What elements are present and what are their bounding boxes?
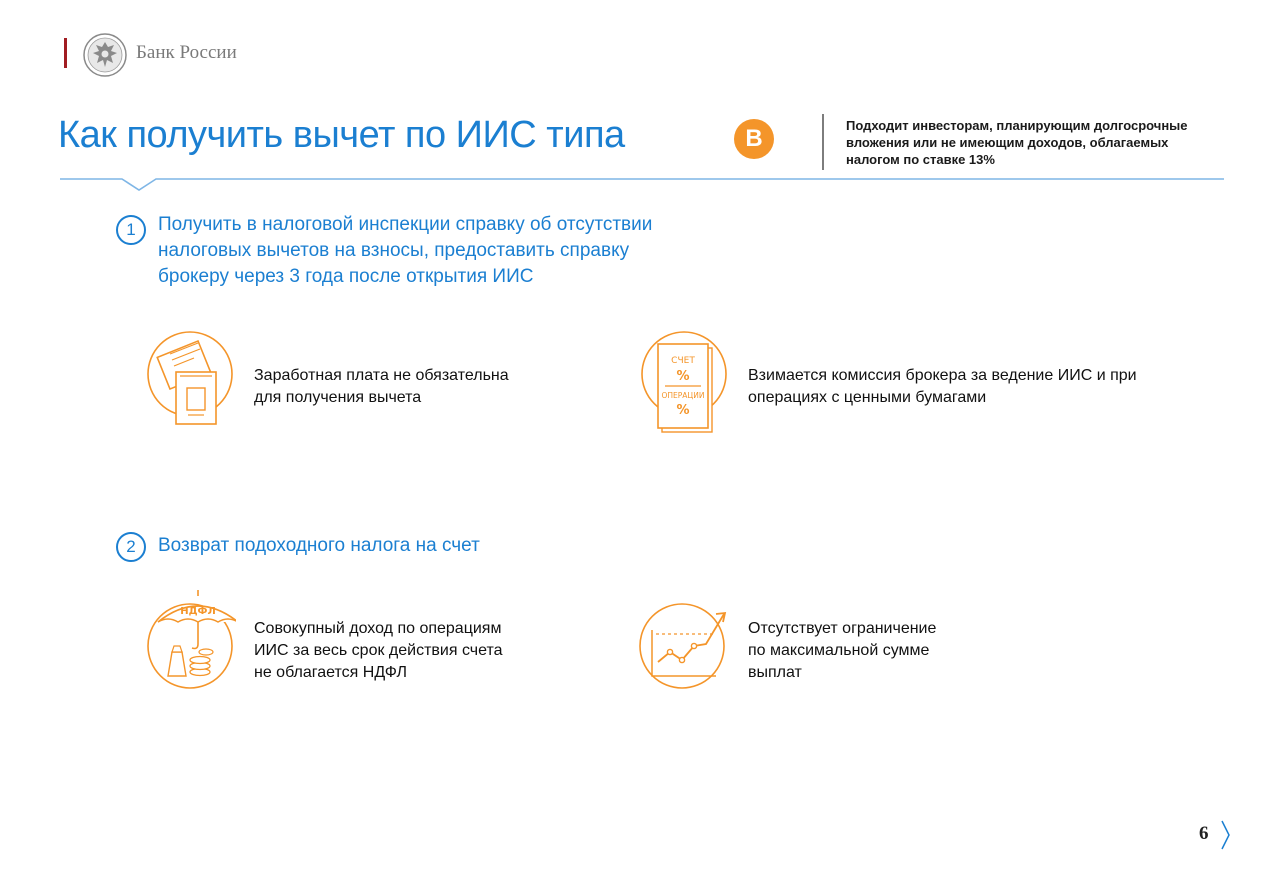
commission-card-icon	[638, 328, 730, 438]
feature-line: выплат	[748, 664, 802, 681]
chevron-right-icon[interactable]	[1218, 818, 1232, 852]
iis-type-badge: B	[734, 119, 774, 159]
feature-line: ИИС за весь срок действия счета	[254, 642, 503, 659]
step-1-number: 1	[116, 215, 146, 245]
feature-line: по максимальной сумме	[748, 642, 930, 659]
feature-line: Отсутствует ограничение	[748, 620, 937, 637]
description-separator	[822, 114, 824, 170]
card-percent-2: %	[676, 403, 690, 418]
description-line: налогом по ставке 13%	[846, 152, 995, 167]
step-1-line: Получить в налоговой инспекции справку об отсутствии	[158, 214, 653, 235]
step-2-text	[158, 533, 480, 559]
feature-commission-text	[748, 365, 1137, 409]
bank-name: Банк России	[136, 42, 237, 63]
umbrella-label: НДФЛ	[180, 606, 216, 617]
bank-emblem-icon	[82, 32, 128, 78]
feature-line: Совокупный доход по операциям	[254, 620, 502, 637]
feature-line: Взимается комиссия брокера за ведение ИИС и при	[748, 367, 1137, 384]
documents-icon	[144, 328, 236, 438]
step-1-line: брокеру через 3 года после открытия ИИС	[158, 266, 534, 287]
description-line: вложения или не имеющим доходов, облагаемых	[846, 135, 1169, 150]
step-2-line: Возврат подоходного налога на счет	[158, 535, 480, 556]
feature-line: для получения вычета	[254, 389, 422, 406]
card-label-account: СЧЕТ	[671, 356, 695, 366]
page-number: 6	[1199, 823, 1209, 844]
step-1-text	[158, 212, 652, 290]
feature-salary-text	[254, 365, 509, 409]
umbrella-money-icon	[144, 586, 236, 696]
card-percent-1: %	[676, 369, 690, 384]
card-label-operations: ОПЕРАЦИИ	[661, 391, 705, 400]
step-1-line: налоговых вычетов на взносы, предоставить справку	[158, 240, 630, 261]
feature-line: операциях с ценными бумагами	[748, 389, 987, 406]
feature-tax-free-text	[254, 618, 503, 684]
feature-no-limit-text	[748, 618, 936, 684]
page-title: Как получить вычет по ИИС типа	[58, 114, 625, 156]
logo-accent-bar	[64, 38, 67, 68]
title-divider	[0, 170, 1273, 200]
feature-line: не облагается НДФЛ	[254, 664, 407, 681]
growth-chart-icon	[636, 600, 728, 710]
description-line: Подходит инвесторам, планирующим долгосрочные	[846, 118, 1188, 133]
feature-line: Заработная плата не обязательна	[254, 367, 509, 384]
step-2-number: 2	[116, 532, 146, 562]
description	[846, 117, 1226, 168]
